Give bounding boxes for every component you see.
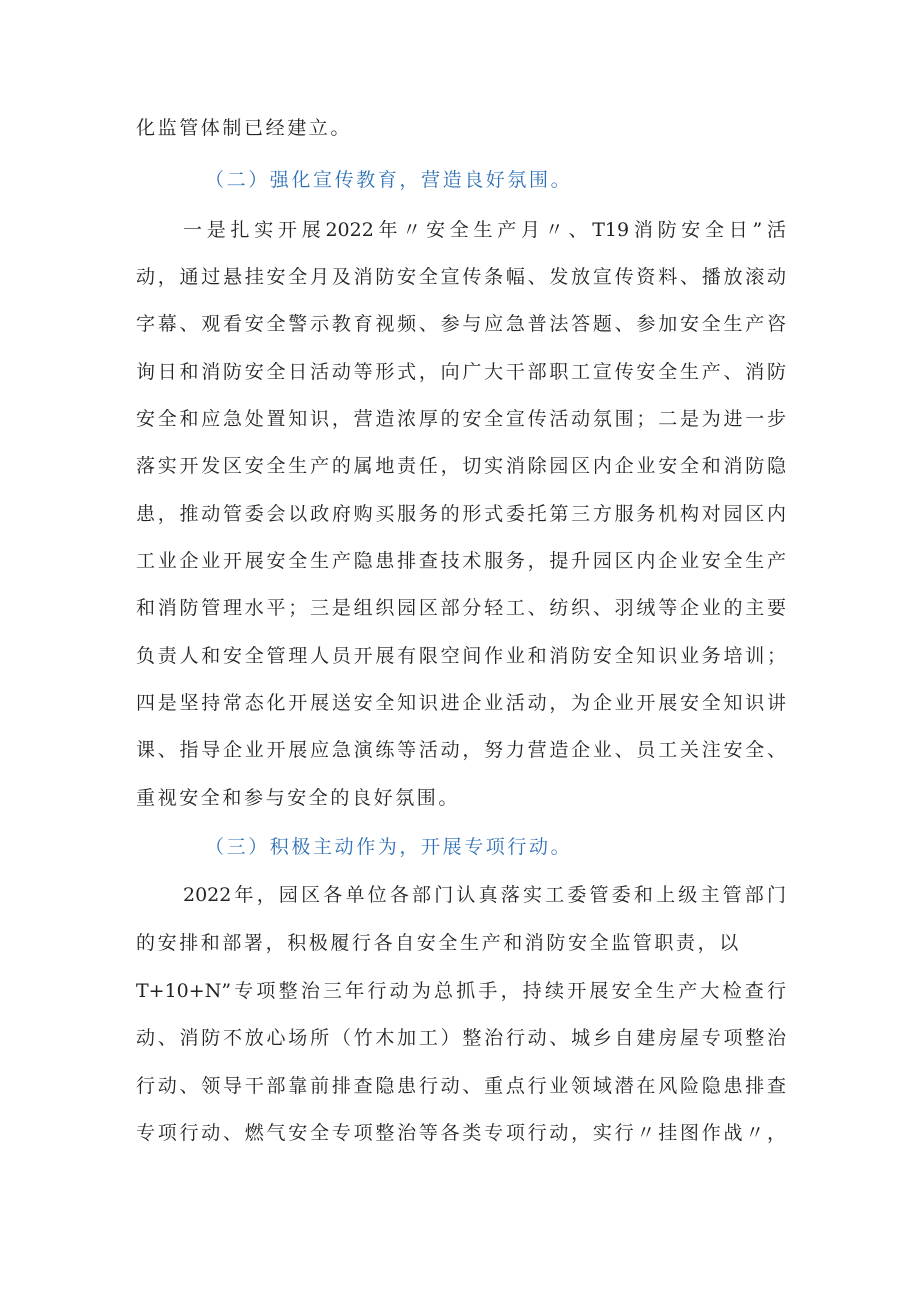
- paragraph-line: 询日和消防安全日活动等形式，向广大干部职工宣传安全生产、消防: [136, 361, 786, 383]
- section-heading-2: （二）强化宣传教育，营造良好氛围。: [205, 169, 573, 191]
- paragraph-line: 落实开发区安全生产的属地责任，切实消除园区内企业安全和消防隐: [136, 455, 786, 477]
- paragraph-line: 患，推动管委会以政府购买服务的形式委托第三方服务机构对园区内: [136, 503, 786, 525]
- paragraph-line: 负责人和安全管理人员开展有限空间作业和消防安全知识业务培训；: [136, 645, 786, 667]
- paragraph-line: 专项行动、燃气安全专项整治等各类专项行动，实行〃挂图作战〃，: [136, 1122, 786, 1144]
- paragraph-line: 一是扎实开展2022年〃安全生产月〃、T19消防安全日”活: [183, 219, 786, 241]
- paragraph-line: 工业企业开展安全生产隐患排查技术服务，提升园区内企业安全生产: [136, 550, 786, 572]
- paragraph-line: 安全和应急处置知识，营造浓厚的安全宣传活动氛围；二是为进一步: [136, 408, 786, 430]
- paragraph-line: 四是坚持常态化开展送安全知识进企业活动，为企业开展安全知识讲: [136, 692, 786, 714]
- paragraph-line: T+10+N”专项整治三年行动为总抓手，持续开展安全生产大检查行: [136, 980, 786, 1002]
- paragraph-line: 重视安全和参与安全的良好氛围。: [136, 787, 461, 809]
- paragraph-line: 的安排和部署，积极履行各自安全生产和消防安全监管职责，以: [136, 932, 741, 954]
- paragraph-line: 动，通过悬挂安全月及消防安全宣传条幅、发放宣传资料、播放滚动: [136, 266, 786, 288]
- paragraph-line: 字幕、观看安全警示教育视频、参与应急普法答题、参加安全生产咨: [136, 313, 786, 335]
- section-heading-3: （三）积极主动作为，开展专项行动。: [205, 836, 573, 858]
- paragraph-line: 动、消防不放心场所（竹木加工）整治行动、城乡自建房屋专项整治: [136, 1027, 786, 1049]
- paragraph-line: 和消防管理水平；三是组织园区部分轻工、纺织、羽绒等企业的主要: [136, 597, 786, 619]
- paragraph-line: 课、指导企业开展应急演练等活动，努力营造企业、员工关注安全、: [136, 739, 786, 761]
- paragraph-line: 行动、领导干部靠前排查隐患行动、重点行业领域潜在风险隐患排查: [136, 1075, 786, 1097]
- paragraph-line: 2022年，园区各单位各部门认真落实工委管委和上级主管部门: [183, 884, 786, 906]
- paragraph-line: 化监管体制已经建立。: [136, 117, 353, 139]
